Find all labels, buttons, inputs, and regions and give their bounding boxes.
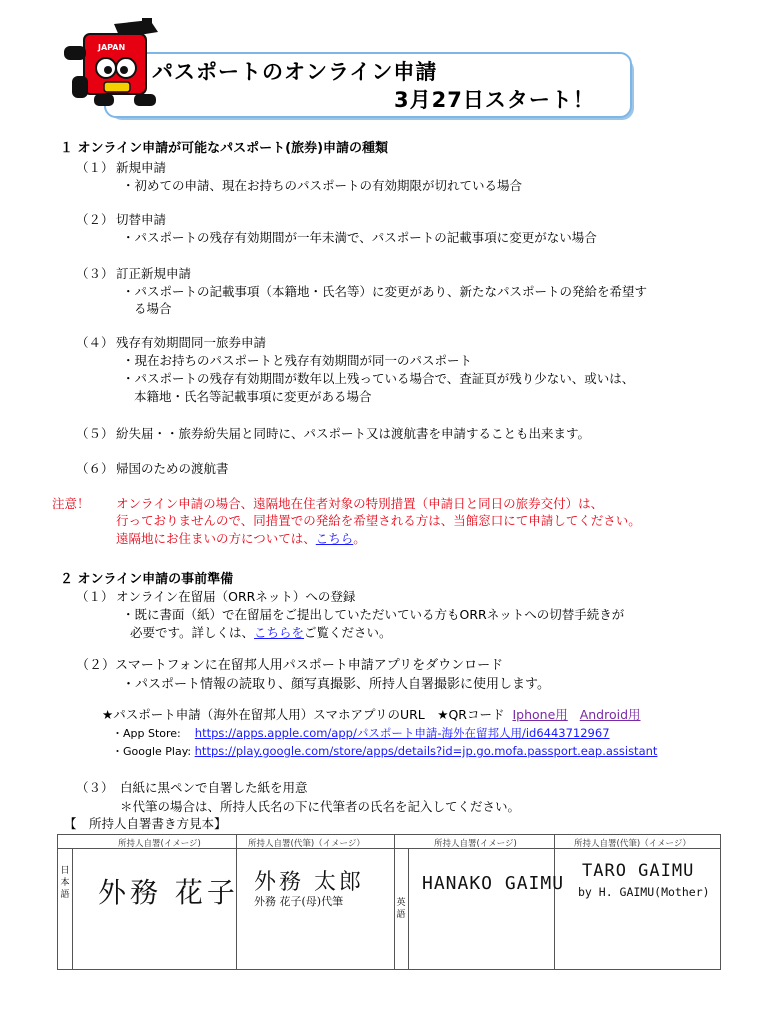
appstore-label: ・App Store:	[112, 727, 181, 740]
app-url-line	[102, 705, 641, 723]
header-proxy-jp: 所持人自署(代筆)（イメージ）	[248, 839, 365, 849]
remote-residents-link[interactable]: こちら	[315, 531, 354, 546]
signature-sample-table	[57, 834, 721, 970]
sample-jp-proxy-sub: 外務 花子(母)代筆	[254, 895, 344, 908]
item6-title: 帰国のための渡航書	[116, 461, 229, 476]
item1-number: （１）	[76, 160, 114, 175]
row-label-english: 英語	[396, 898, 406, 920]
android-qr-link[interactable]: Android用	[579, 707, 641, 722]
s2-item1-line2-prefix: 必要です。詳しくは、	[130, 625, 255, 640]
item4-line2: ・パスポートの残存有効期間が数年以上残っている場合で、査証頁が残り少ない、或いは、	[122, 371, 635, 386]
item1-title: 新規申請	[116, 160, 167, 175]
s2-item2-title: （２）スマートフォンに在留邦人用パスポート申請アプリをダウンロード	[76, 658, 504, 673]
googleplay-label: ・Google Play:	[112, 745, 192, 758]
header-self-jp: 所持人自署(イメージ)	[118, 839, 201, 849]
appstore-line	[112, 725, 610, 741]
item4-title: 残存有効期間同一旅券申請	[116, 335, 267, 350]
sample-jp-self: 外務 花子	[98, 876, 239, 909]
notice-label: 注意！	[52, 496, 90, 511]
s2-item1-title: オンライン在留届（ORRネット）への登録	[116, 589, 356, 604]
section2-heading: ２ オンライン申請の事前準備	[60, 572, 234, 587]
notice-line3-prefix: 遠隔地にお住まいの方については、	[116, 531, 316, 546]
googleplay-url-link[interactable]: https://play.google.com/store/apps/details?id=jp.go.mofa.passport.eap.assistant	[194, 744, 658, 758]
s2-item1-line2-suffix: ご覧ください。	[304, 625, 392, 640]
page-title-line1: パスポートのオンライン申請	[152, 60, 438, 84]
item2-line: ・パスポートの残存有効期間が一年未満で、パスポートの記載事項に変更がない場合	[122, 230, 597, 245]
sample-en-proxy-main: TARO GAIMU	[582, 861, 695, 881]
s2-item3-title: 白紙に黒ペンで自署した紙を用意	[120, 780, 308, 795]
row-label-japanese: 日本語	[60, 866, 70, 900]
s2-item1-number: （１）	[76, 589, 114, 604]
item2-title: 切替申請	[116, 212, 167, 227]
item6-number: （６）	[76, 461, 114, 476]
table-col-divider	[554, 835, 555, 969]
orr-details-link[interactable]: こちらを	[254, 625, 305, 640]
table-col-divider	[72, 848, 73, 969]
notice-line3	[116, 529, 366, 547]
header-proxy-en: 所持人自署(代筆)（イメージ）	[574, 839, 691, 849]
sample-heading: 【 所持人自署書き方見本】	[64, 816, 227, 831]
header-self-en: 所持人自署(イメージ)	[434, 839, 517, 849]
s2-item1-line2	[130, 623, 392, 641]
item4-number: （４）	[76, 335, 114, 350]
app-url-prefix: ★パスポート申請（海外在留邦人用）スマホアプリのURL ★QRコード	[102, 707, 505, 722]
item5-number: （５）	[76, 426, 114, 441]
item3-line1: ・パスポートの記載事項（本籍地・氏名等）に変更があり、新たなパスポートの発給を希望す	[122, 284, 648, 299]
item2-number: （２）	[76, 212, 114, 227]
notice-line2: 行っておりませんので、同措置での発給を希望される方は、当館窓口にて申請してください。	[116, 513, 641, 528]
item4-line3: 本籍地・氏名等記載事項に変更がある場合	[134, 389, 372, 404]
appstore-url-link[interactable]: https://apps.apple.com/app/パスポート申請-海外在留邦人用/id6443712967	[194, 726, 610, 740]
item5-title: 紛失届・・旅券紛失届と同時に、パスポート又は渡航書を申請することも出来ます。	[116, 426, 591, 441]
s2-item3-number: （３）	[76, 780, 114, 795]
item3-title: 訂正新規申請	[116, 266, 192, 281]
notice-line3-suffix: 。	[353, 531, 366, 546]
section1-heading: １ オンライン申請が可能なパスポート(旅券)申請の種類	[60, 141, 389, 156]
googleplay-line	[112, 743, 657, 759]
table-col-divider	[408, 848, 409, 969]
s2-item3-line1: ＊代筆の場合は、所持人氏名の下に代筆者の氏名を記入してください。	[120, 799, 521, 814]
item3-number: （３）	[76, 266, 114, 281]
mascot-label: JAPAN	[98, 43, 126, 52]
passport-mascot-icon	[54, 16, 166, 112]
item4-line1: ・現在お持ちのパスポートと残存有効期間が同一のパスポート	[122, 353, 473, 368]
sample-jp-proxy-main: 外務 太郎	[254, 870, 364, 895]
page-title-line2: 3月27日スタート！	[394, 88, 595, 112]
notice-line1: オンライン申請の場合、遠隔地在住者対象の特別措置（申請日と同日の旅券交付）は、	[116, 496, 604, 511]
item3-line2: る場合	[134, 301, 172, 316]
s2-item1-line1: ・既に書面（紙）で在留届をご提出していただいている方もORRネットへの切替手続きが	[122, 607, 625, 622]
s2-item2-line1: ・パスポート情報の読取り、顔写真撮影、所持人自署撮影に使用します。	[122, 677, 550, 692]
sample-en-proxy-sub: by H. GAIMU(Mother)	[578, 885, 710, 899]
sample-en-self: HANAKO GAIMU	[422, 873, 565, 894]
table-col-divider	[394, 835, 395, 969]
item1-line: ・初めての申請、現在お持ちのパスポートの有効期限が切れている場合	[122, 178, 523, 193]
iphone-qr-link[interactable]: Iphone用	[512, 707, 568, 722]
